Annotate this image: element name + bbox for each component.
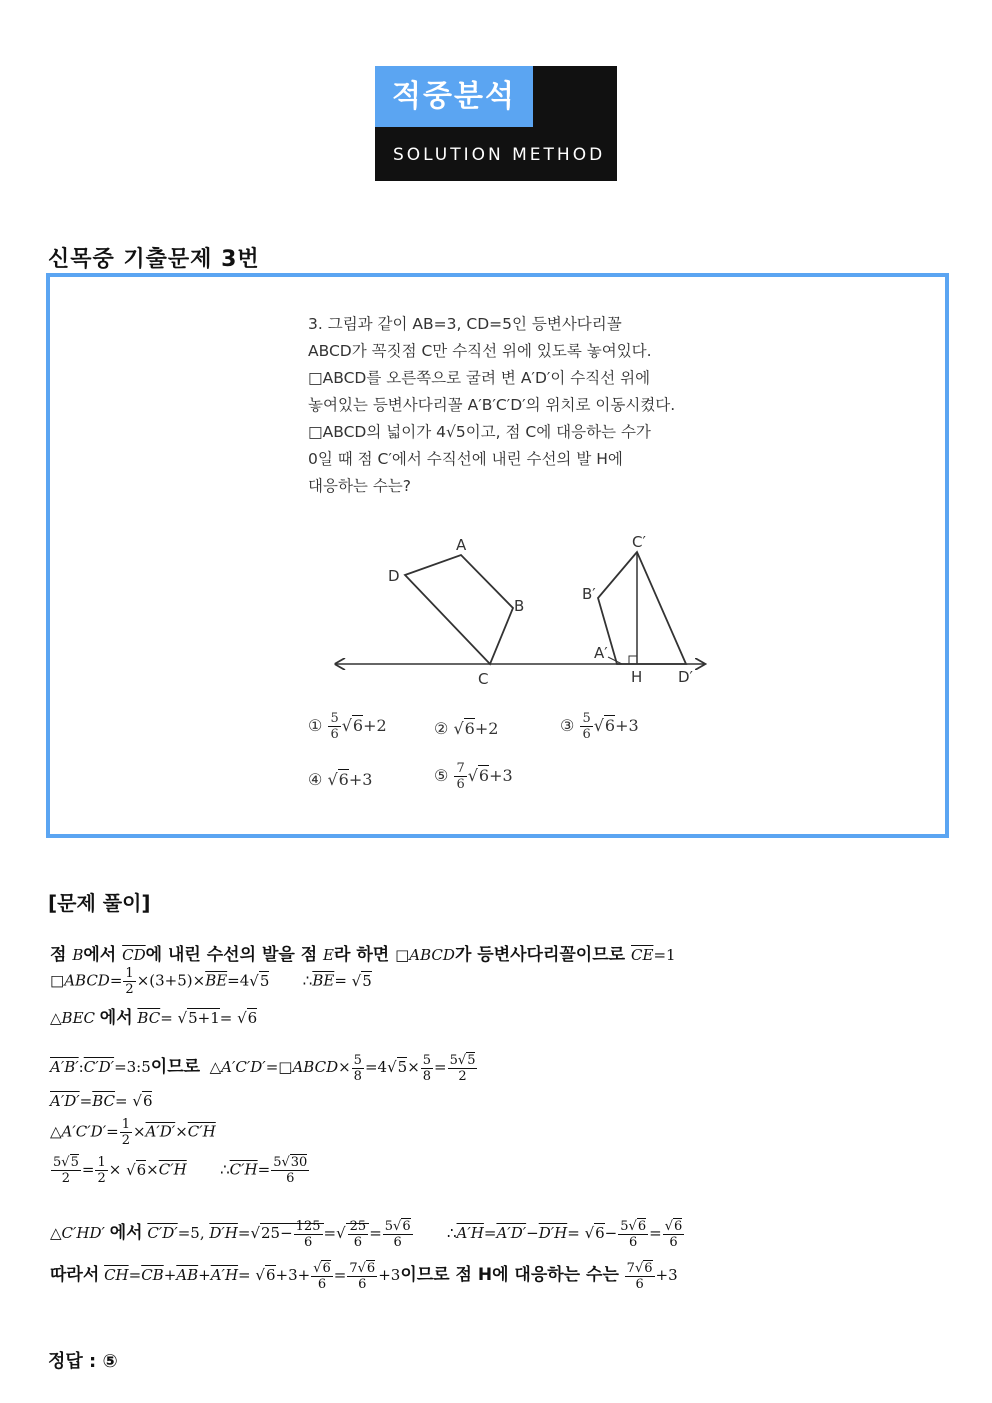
problem-line: 놓여있는 등변사다리꼴 A′B′C′D′의 위치로 이동시켰다. (308, 396, 676, 414)
problem-line: □ABCD의 넓이가 4√5이고, 점 C에 대응하는 수가 (308, 423, 651, 441)
label-b: B (514, 597, 525, 615)
problem-line: ABCD가 꼭짓점 C만 수직선 위에 있도록 놓여있다. (308, 342, 652, 360)
trapezoid-abcd-prime (598, 552, 686, 664)
solution-line-3: △BEC 에서 $\overline{BC}=$ √ 5+1= √ 6 (50, 1003, 257, 1028)
problem-line: 0일 때 점 C′에서 수직선에 내린 수선의 발 H에 (308, 450, 623, 468)
label-h: H (631, 668, 643, 686)
trapezoid-figure (330, 532, 720, 692)
solution-line-6: △A′C′D′= $\frac{1}{2}$ ×A′D′×C′H (50, 1117, 216, 1148)
choice-4: ④ √ 6+3 (308, 770, 372, 789)
label-b-prime: B′ (582, 585, 596, 603)
solution-line-1: 점 B에서 $\overline{CD}$에 내린 수선의 발을 점 E라 하면 □ABCD가 등변사다리꼴이므로 $\overline{CE}=1$ (50, 945, 676, 965)
label-d: D (388, 567, 400, 585)
choice-5: ⑤ $\frac{7}{6}$ √ 6+3 (434, 761, 513, 792)
problem-text (308, 311, 700, 500)
solution-line-8: △C′HD′ 에서 C′D′=5, D′H= √ 25− $\frac{125}{6}$ = √ $\frac{25}{6}$ = $\frac{5 √ 6}{6}$ ∴A′H=A′D′−D′H= √ 6− $\frac{5 √ 6}{6}$ = √ $\frac{6}{6}$ (50, 1218, 685, 1250)
solution-line-2: □ABCD= $\frac{1}{2}$ $\times(3+5)\times\overline{BE}=4$ √ 5 $\therefore\overline{BE}=$ √ 5 (50, 966, 372, 997)
logo-banner (375, 66, 617, 181)
label-c-prime: C′ (632, 533, 646, 551)
problem-line: 3. 그림과 같이 AB=3, CD=5인 등변사다리꼴 (308, 315, 622, 333)
solution-line-4: A′B′:C′D′=3:5이므로 △A′C′D′=□ABCD× $\frac{5}{8}$ =4 √ 5× $\frac{5}{8}$ = $\frac{5 √ 5}{2}$ (50, 1052, 478, 1084)
solution-line-9: 따라서 $\overline{CH}=\overline{CB}+\overline{AB}+A'H=$ √ 6+3+ √ $\frac{6}{6}$ = $\frac{7 √ 6}{6}$ +3이므로 점 H에 대응하는 수는 $\frac{7 √ 6}{6}$ +3 (50, 1260, 678, 1292)
problem-line: 대응하는 수는? (308, 477, 411, 495)
choice-1: ① $\frac{5}{6}$ √ 6+2 (308, 711, 387, 742)
answer: 정답 : ⑤ (48, 1351, 118, 1372)
label-c: C (478, 670, 489, 688)
logo-title: 적중분석 (392, 79, 516, 114)
logo-subtitle: SOLUTION METHOD (393, 145, 606, 165)
choice-2: ② √ 6+2 (434, 719, 498, 738)
choice-3: ③ $\frac{5}{6}$ √ 6+3 (560, 711, 639, 742)
label-a: A (456, 536, 467, 554)
label-a-prime: A′ (594, 644, 608, 662)
problem-box (46, 273, 949, 838)
solution-line-7: $\frac{5 √ 5}{2}$ = $\frac{1}{2}$ × √ 6×C′H ∴C′H= $\frac{5 √ 30}{6}$ (50, 1155, 310, 1186)
solution-heading: [문제 풀이] (48, 891, 151, 915)
problem-heading: 신목중 기출문제 3번 (48, 247, 260, 272)
problem-line: □ABCD를 오른쪽으로 굴려 변 A′D′이 수직선 위에 (308, 369, 651, 387)
label-d-prime: D′ (678, 668, 693, 686)
trapezoid-abcd (405, 555, 513, 664)
solution-line-5: $A'D'=\overline{BC}=$ √ 6 (50, 1092, 152, 1110)
